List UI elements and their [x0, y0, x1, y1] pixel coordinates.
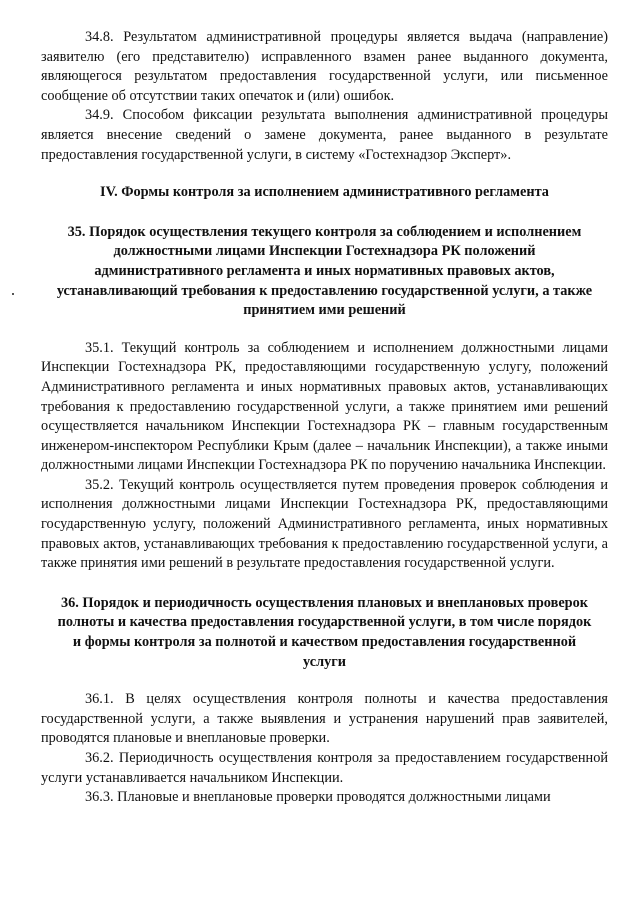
paragraph-35-1: 35.1. Текущий контроль за соблюдением и исполнением должностными лицами Инспекции Гостехнадзора РК, предоставляющими государственную услугу, положений Административного регламента и иных нормативных правовых актов, устанавливающих требования к предоставлению государственной услуги, а также принятием ими решений осуществляется начальником Инспекции Гостехнадзора РК – главным государственным инженером-инспектором Республики Крым (далее – начальник Инспекции), а также иными должностными лицами Инспекции Гостехнадзора РК по поручению начальника Инспекции.	[41, 339, 608, 474]
paragraph-36-1: 36.1. В целях осуществления контроля полноты и качества предоставления государственной услуги, а также выявления и устранения нарушений прав заявителей, проводятся плановые и внеплановые проверки.	[41, 691, 608, 747]
scan-speck	[12, 293, 14, 295]
section-heading-36: 36. Порядок и периодичность осуществления плановых и внеплановых проверок полноты и качества предоставления государственной услуги, в том числе порядок и формы контроля за полнотой и качеством предоставления государственной услуги	[57, 594, 592, 670]
section-heading-35: 35. Порядок осуществления текущего контроля за соблюдением и исполнением должностными лицами Инспекции Гостехнадзора РК положений административного регламента и иных нормативных правовых актов, устанавливающий требования к предоставлению государственной услуги, а также принятием ими решений	[56, 223, 593, 319]
paragraph-36-2: 36.2. Периодичность осуществления контроля за предоставлением государственной услуги устанавливается начальником Инспекции.	[41, 750, 608, 786]
paragraph-34-9: 34.9. Способом фиксации результата выполнения административной процедуры является внесение сведений о замене документа, ранее выданного в результате предоставления государственной услуги, в систему «Гостехнадзор Эксперт».	[41, 107, 608, 163]
paragraph-36-3: 36.3. Плановые и внеплановые проверки проводятся должностными лицами	[85, 789, 551, 806]
paragraph-35-2: 35.2. Текущий контроль осуществляется путем проведения проверок соблюдения и исполнения должностными лицами Инспекции Гостехнадзора РК, предоставляющими государственную услугу, положений Административного регламента, иных нормативных правовых актов, устанавливающих требования к предоставлению государственной услуги, а также принятия ими решений в результате предоставления государственной услуги.	[41, 476, 608, 572]
chapter-heading: IV. Формы контроля за исполнением административного регламента	[100, 184, 549, 201]
paragraph-34-8: 34.8. Результатом административной процедуры является выдача (направление) заявителю (его представителю) исправленного взамен ранее выданного документа, являющегося результатом предоставления государственной услуги, или письменное сообщение об отсутствии таких опечаток и (или) ошибок.	[41, 29, 608, 104]
